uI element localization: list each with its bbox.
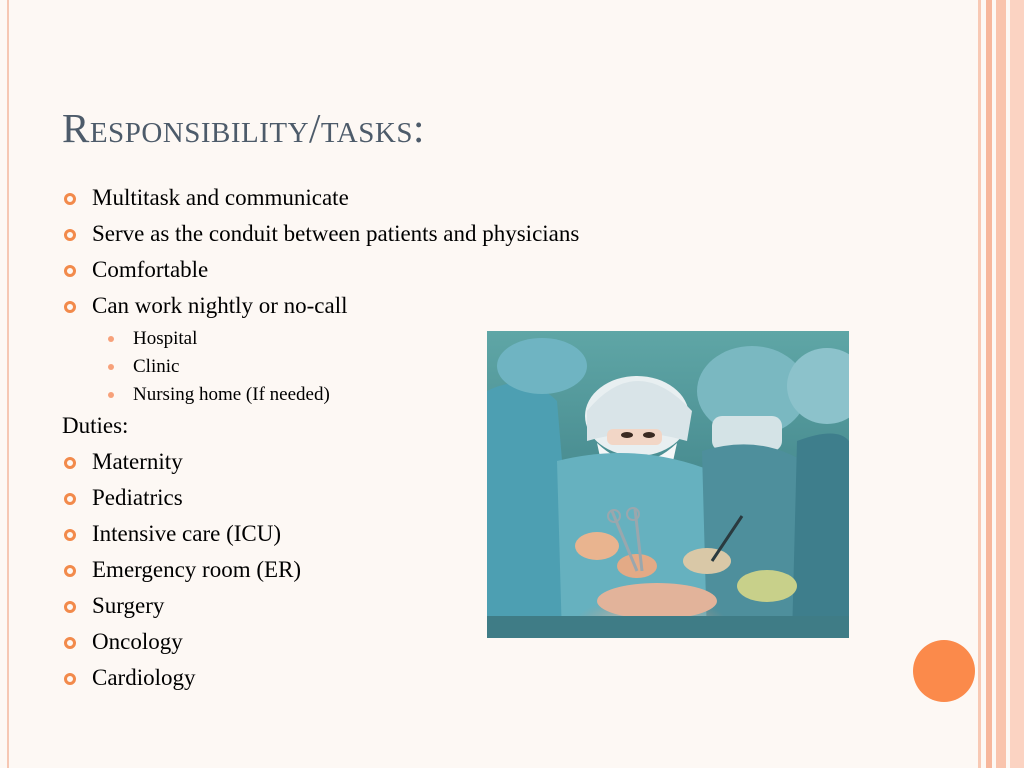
- sub-bullet-text: Nursing home (If needed): [133, 384, 330, 405]
- right-stripe-3: [996, 0, 1006, 768]
- bullet-item: [62, 254, 702, 290]
- ring-bullet-icon: [64, 601, 76, 613]
- ring-bullet-icon: [64, 529, 76, 541]
- ring-bullet-icon: [64, 457, 76, 469]
- duty-text: Pediatrics: [92, 485, 183, 510]
- duty-text: Intensive care (ICU): [92, 521, 282, 546]
- bullet-item: [62, 182, 702, 218]
- ring-bullet-icon: [64, 265, 76, 277]
- duty-text: Oncology: [92, 629, 183, 654]
- sub-bullet-text: Clinic: [133, 356, 180, 377]
- duty-text: Maternity: [92, 449, 183, 474]
- bullet-text: Can work nightly or no-call: [92, 293, 348, 318]
- slide-title: Responsibility/tasks:: [62, 105, 425, 151]
- ring-bullet-icon: [64, 493, 76, 505]
- sub-bullet-text: Hospital: [133, 328, 198, 349]
- dot-bullet-icon: [108, 364, 114, 370]
- surgery-photo: [487, 331, 849, 638]
- ring-bullet-icon: [64, 565, 76, 577]
- duty-text: Cardiology: [92, 665, 196, 690]
- dot-bullet-icon: [108, 392, 114, 398]
- ring-bullet-icon: [64, 229, 76, 241]
- ring-bullet-icon: [64, 637, 76, 649]
- duties-label: Duties:: [62, 413, 129, 438]
- ring-bullet-icon: [64, 193, 76, 205]
- duty-item: [62, 662, 702, 698]
- ring-bullet-icon: [64, 301, 76, 313]
- bullet-item: [62, 290, 702, 326]
- ring-bullet-icon: [64, 673, 76, 685]
- dot-bullet-icon: [108, 336, 114, 342]
- right-stripe-2: [986, 0, 992, 768]
- right-stripe-1: [978, 0, 981, 768]
- bullet-text: Multitask and communicate: [92, 185, 349, 210]
- orange-dot-decoration: [913, 640, 975, 702]
- duty-text: Surgery: [92, 593, 165, 618]
- bullet-text: Comfortable: [92, 257, 209, 282]
- duty-text: Emergency room (ER): [92, 557, 302, 582]
- bullet-text: Serve as the conduit between patients and physicians: [92, 221, 580, 246]
- right-stripe-4: [1010, 0, 1024, 768]
- left-border-line: [7, 0, 9, 768]
- bullet-item: [62, 218, 702, 254]
